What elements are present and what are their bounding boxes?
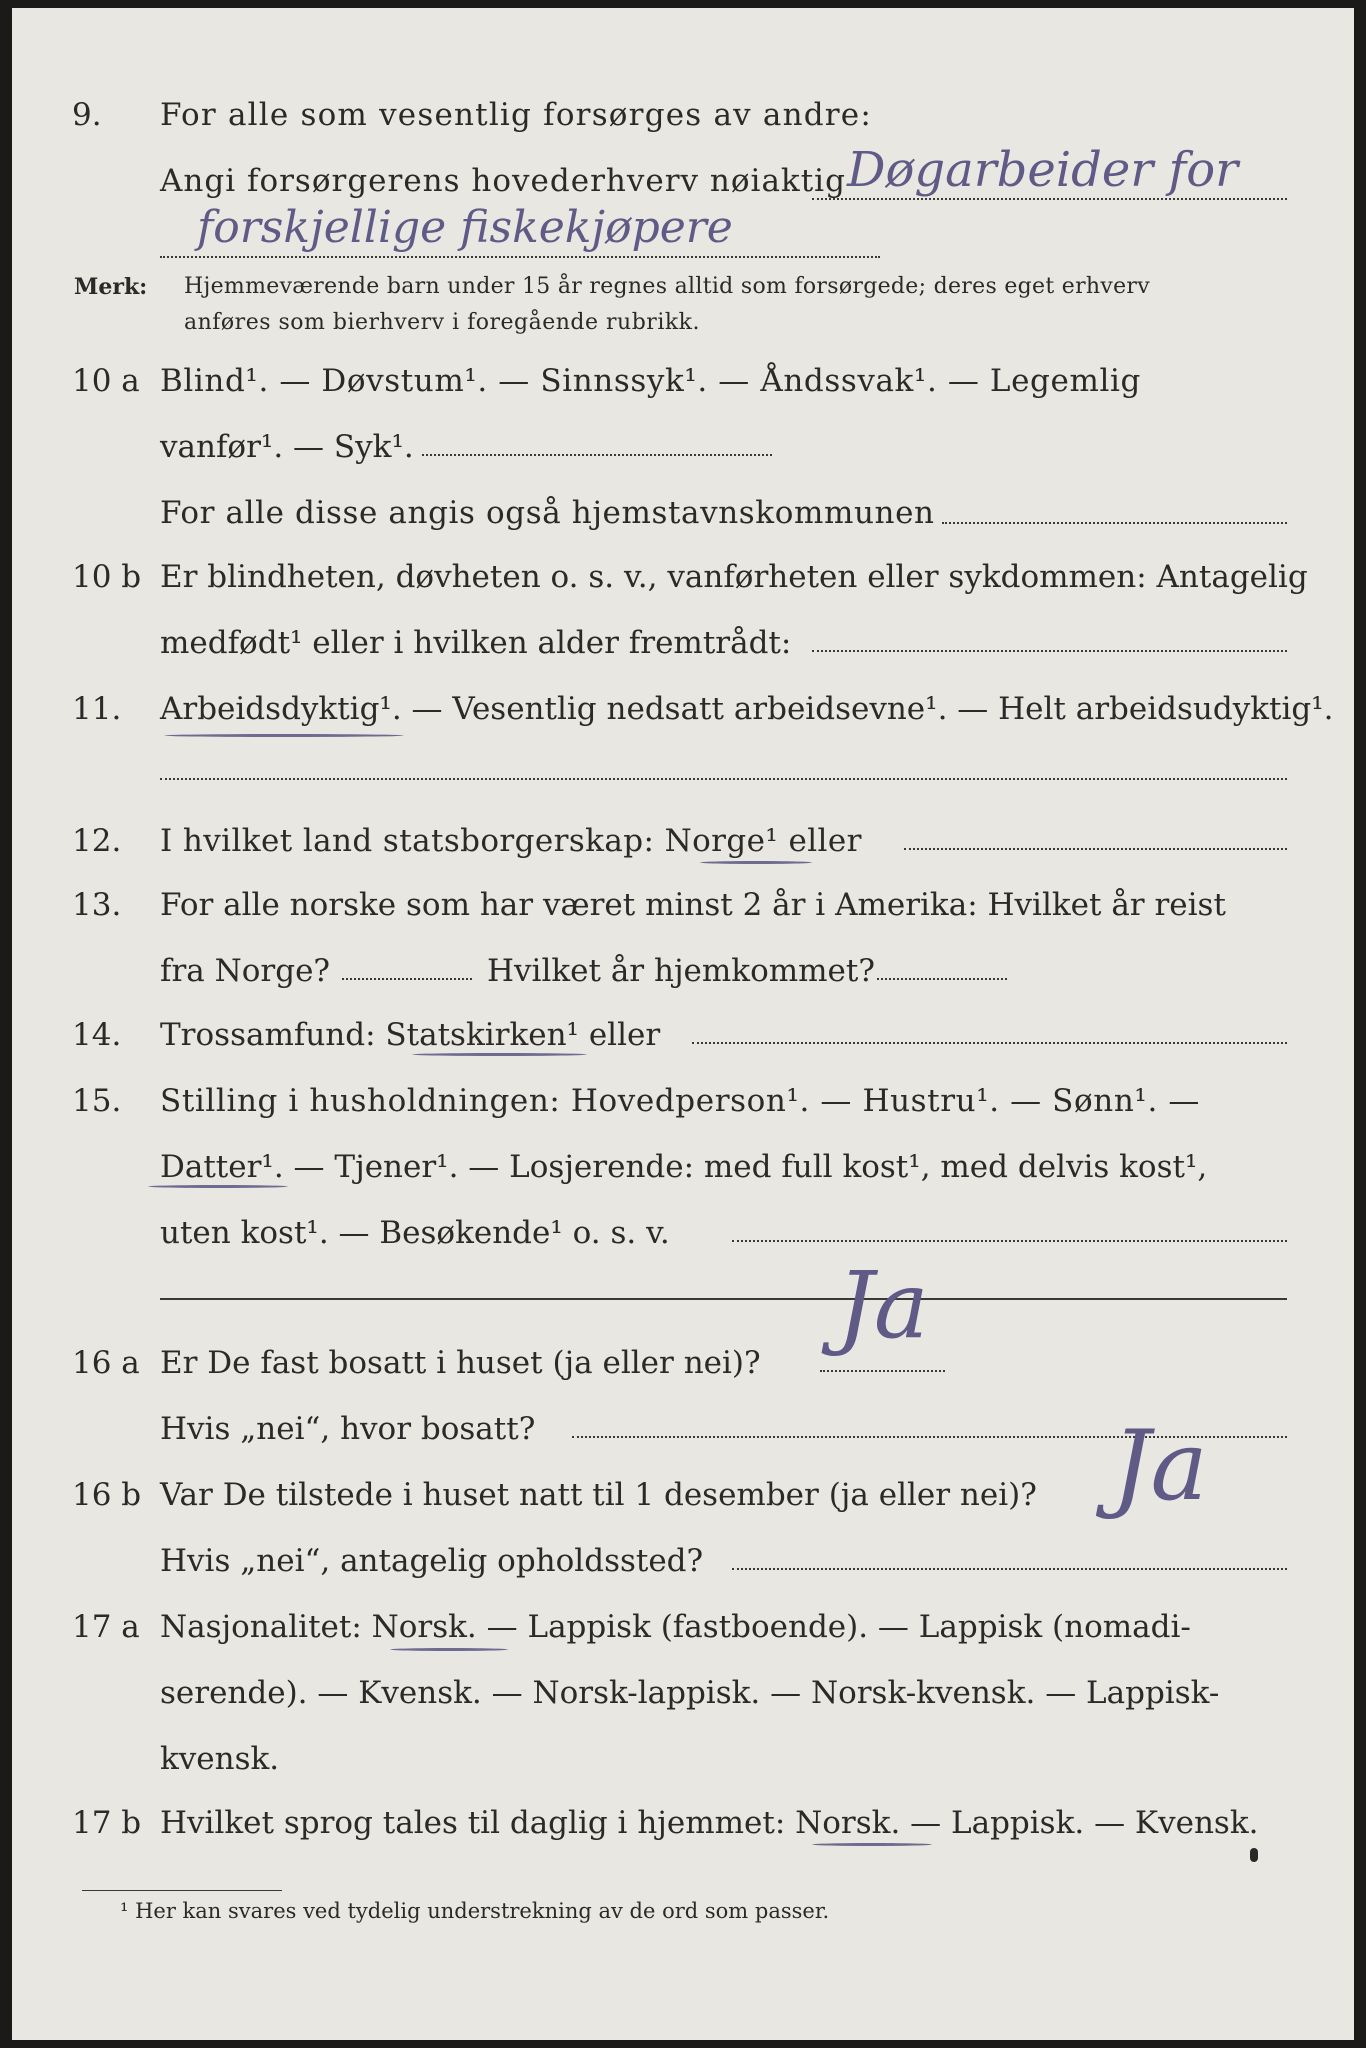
- q10a-hometown-line: [942, 522, 1287, 524]
- q16a-line1: Er De fast bosatt i huset (ja eller nei)?: [160, 1345, 761, 1381]
- q17a-line3: kvensk.: [160, 1741, 280, 1777]
- q12-number: 12.: [72, 823, 122, 859]
- q10b-line2: medfødt¹ eller i hvilken alder fremtrådt:: [160, 625, 792, 661]
- q16b-whereabouts-line: [732, 1568, 1287, 1570]
- q15-line1: Stilling i husholdningen: Hovedperson¹. — Hustru¹. — Sønn¹. —: [160, 1083, 1200, 1119]
- q17a-number: 17 a: [72, 1609, 140, 1645]
- q9-handwritten-answer-a: Døgarbeider for: [847, 142, 1239, 198]
- q10a-line2: vanfør¹. — Syk¹.: [160, 429, 414, 465]
- census-form-page: [12, 8, 1354, 2040]
- q16a-number: 16 a: [72, 1345, 140, 1381]
- q13-number: 13.: [72, 887, 122, 923]
- q11-number: 11.: [72, 691, 122, 727]
- q10b-line1: Er blindheten, døvheten o. s. v., vanførheten eller sykdommen: Antagelig: [160, 559, 1308, 595]
- q9-number: 9.: [72, 97, 102, 133]
- q13-left-year-line: [342, 978, 472, 980]
- q10b-answer-line: [812, 650, 1287, 652]
- q15-answer-line-2: [160, 1298, 1287, 1300]
- q10a-number: 10 a: [72, 363, 140, 399]
- ink-spot: [1250, 1848, 1258, 1862]
- q16b-line2: Hvis „nei“, antagelig opholdssted?: [160, 1543, 704, 1579]
- q9-answer-line-2: [160, 256, 880, 258]
- q17b-number: 17 b: [72, 1805, 142, 1841]
- q10b-number: 10 b: [72, 559, 142, 595]
- q13-line1: For alle norske som har været minst 2 år i Amerika: Hvilket år reist: [160, 887, 1226, 923]
- q14-answer-line: [692, 1042, 1287, 1044]
- q17a-line1: Nasjonalitet: Norsk. — Lappisk (fastboende). — Lappisk (nomadi-: [160, 1609, 1191, 1645]
- q17a-underline-norsk: [390, 1648, 508, 1651]
- q14-underline-statskirken: [412, 1053, 587, 1056]
- q14-number: 14.: [72, 1017, 122, 1053]
- q12-underline-norge: [700, 861, 812, 864]
- q12-answer-line: [904, 848, 1287, 850]
- q10a-line1: Blind¹. — Døvstum¹. — Sinnssyk¹. — Åndssvak¹. — Legemlig: [160, 363, 1141, 399]
- q14-line1: Trossamfund: Statskirken¹ eller: [160, 1017, 661, 1053]
- merk-line1: Hjemmeværende barn under 15 år regnes alltid som forsørgede; deres eget erhverv: [184, 274, 1150, 299]
- q13-returned-year-line: [877, 978, 1007, 980]
- q17a-line2: serende). — Kvensk. — Norsk-lappisk. — Norsk-kvensk. — Lappisk-: [160, 1675, 1220, 1711]
- q16a-handwritten-answer: Ja: [837, 1252, 929, 1359]
- merk-line2: anføres som bierhverv i foregående rubrikk.: [184, 310, 701, 335]
- footnote-rule: [82, 1890, 282, 1891]
- q16a-line2: Hvis „nei“, hvor bosatt?: [160, 1411, 536, 1447]
- footnote: ¹ Her kan svares ved tydelig understrekning av de ord som passer.: [120, 1899, 830, 1923]
- q16b-handwritten-answer: Ja: [1112, 1410, 1208, 1522]
- q16b-number: 16 b: [72, 1477, 142, 1513]
- q10a-line3: For alle disse angis også hjemstavnskommunen: [160, 495, 935, 531]
- q17b-underline-norsk: [812, 1843, 932, 1846]
- q12-line1: I hvilket land statsborgerskap: Norge¹ eller: [160, 823, 862, 859]
- q9-handwritten-answer-b: forskjellige fiskekjøpere: [197, 202, 733, 253]
- q15-answer-line: [732, 1240, 1287, 1242]
- q9-line1: For alle som vesentlig forsørges av andre:: [160, 97, 872, 133]
- q16a-answer-line: [820, 1370, 945, 1372]
- q15-line2: Datter¹. — Tjener¹. — Losjerende: med full kost¹, med delvis kost¹,: [160, 1149, 1208, 1185]
- q11-line1: Arbeidsdyktig¹. — Vesentlig nedsatt arbeidsevne¹. — Helt arbeidsudyktig¹.: [160, 691, 1334, 727]
- q13-line2b: Hvilket år hjemkommet?: [487, 953, 875, 989]
- q9-line2: Angi forsørgerens hovederhverv nøiaktig: [160, 163, 846, 199]
- q11-underline-arbeidsdyktig: [164, 734, 404, 737]
- q15-number: 15.: [72, 1083, 122, 1119]
- q10a-answer-line: [422, 454, 772, 456]
- q9-answer-line: [812, 198, 1287, 200]
- q16b-line1: Var De tilstede i huset natt til 1 desember (ja eller nei)?: [160, 1477, 1037, 1513]
- q15-line3: uten kost¹. — Besøkende¹ o. s. v.: [160, 1215, 670, 1251]
- q13-line2a: fra Norge?: [160, 953, 331, 989]
- q17b-line1: Hvilket sprog tales til daglig i hjemmet: Norsk. — Lappisk. — Kvensk.: [160, 1805, 1259, 1841]
- merk-label: Merk:: [74, 274, 148, 300]
- q11-answer-line: [160, 778, 1287, 780]
- q15-underline-datter: [148, 1185, 288, 1188]
